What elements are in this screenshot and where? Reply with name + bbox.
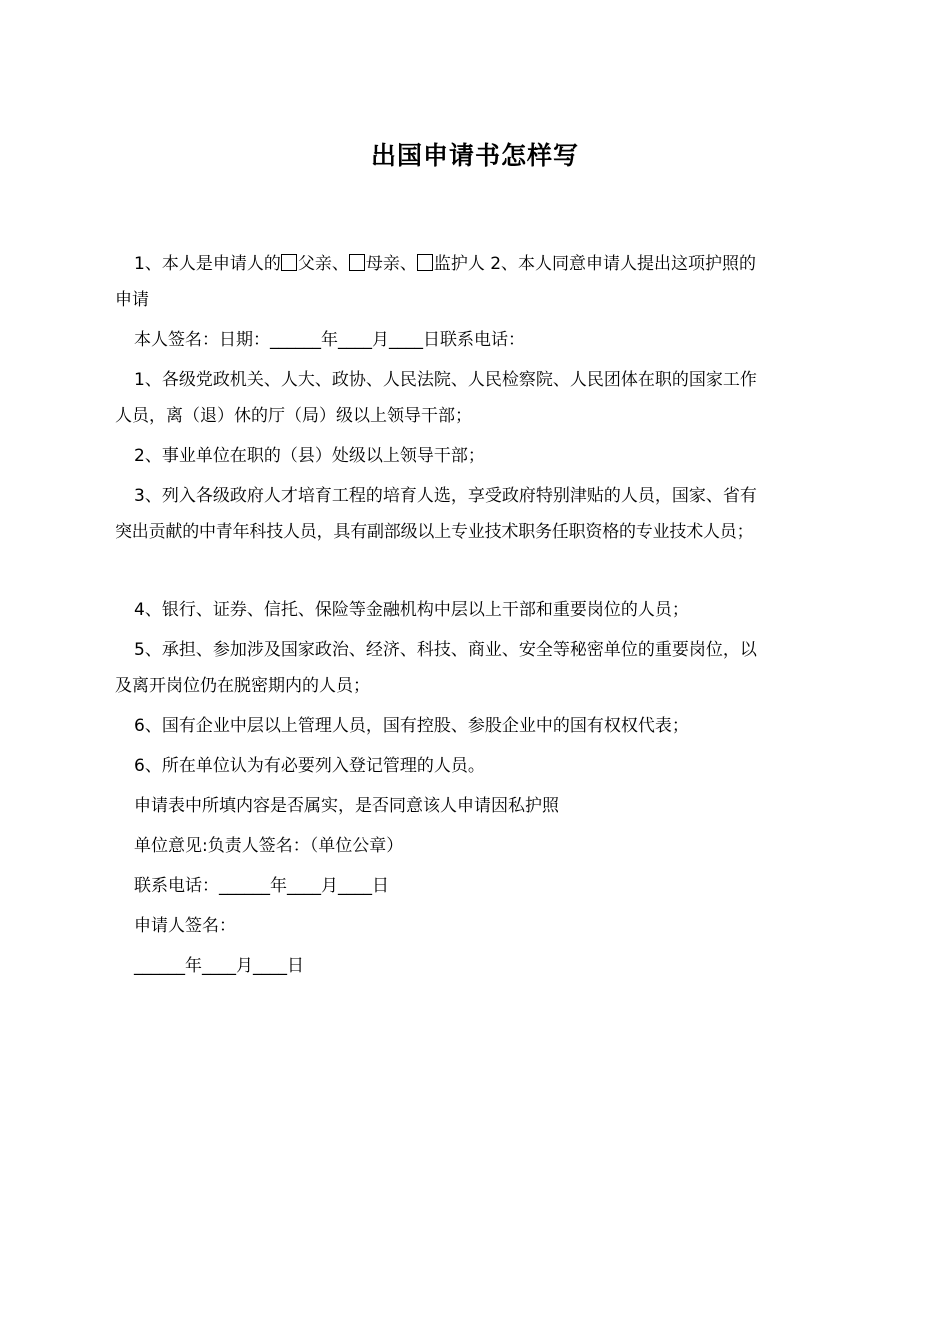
- checkbox-father-label: 父亲、: [297, 254, 349, 274]
- paragraph-guardian-consent: [115, 246, 845, 282]
- paragraph-text: 1、本人是申请人的: [134, 254, 281, 274]
- checkbox-mother-label: 母亲、: [365, 254, 417, 274]
- document-title: 出国申请书怎样写: [370, 141, 579, 170]
- paragraph-item-6a: 6、国有企业中层以上管理人员，国有控股、参股企业中的国有权权代表；: [134, 716, 689, 736]
- paragraph-applicant-signature: 申请人签名：: [134, 916, 236, 936]
- paragraph-contact-date: 联系电话：______年____月____日: [134, 876, 389, 896]
- checkbox-mother[interactable]: [349, 254, 365, 271]
- paragraph-item-1-line1: 1、各级党政机关、人大、政协、人民法院、人民检察院、人民团体在职的国家工作: [134, 370, 757, 390]
- paragraph-item-3-line2: 突出贡献的中青年科技人员，具有副部级以上专业技术职务任职资格的专业技术人员；: [115, 522, 754, 542]
- paragraph-item-1-line2: 人员，离（退）休的厅（局）级以上领导干部；: [115, 406, 472, 426]
- checkbox-father[interactable]: [281, 254, 297, 271]
- paragraph-item-6b: 6、所在单位认为有必要列入登记管理的人员。: [134, 756, 485, 776]
- spacer: [115, 554, 845, 592]
- paragraph-item-5-line1: 5、承担、参加涉及国家政治、经济、科技、商业、安全等秘密单位的重要岗位，以: [134, 640, 757, 660]
- document-body: [115, 246, 845, 988]
- checkbox-guardian-label: 监护人 2、本人同意申请人提出这项护照的: [433, 254, 757, 274]
- paragraph-unit-opinion: 单位意见:负责人签名：（单位公章）: [134, 836, 404, 856]
- paragraph-verification: 申请表中所填内容是否属实，是否同意该人申请因私护照: [134, 796, 559, 816]
- paragraph-final-date: ______年____月____日: [134, 956, 304, 976]
- paragraph-signature-date: 本人签名：日期：______年____月____日联系电话：: [134, 330, 525, 350]
- paragraph-guardian-consent-cont: 申请: [115, 290, 149, 310]
- paragraph-item-3-line1: 3、列入各级政府人才培育工程的培育人选，享受政府特别津贴的人员，国家、省有: [134, 486, 757, 506]
- paragraph-item-5-line2: 及离开岗位仍在脱密期内的人员；: [115, 676, 370, 696]
- paragraph-item-4: 4、银行、证券、信托、保险等金融机构中层以上干部和重要岗位的人员；: [134, 600, 689, 620]
- checkbox-guardian[interactable]: [417, 254, 433, 271]
- paragraph-item-2: 2、事业单位在职的（县）处级以上领导干部；: [134, 446, 485, 466]
